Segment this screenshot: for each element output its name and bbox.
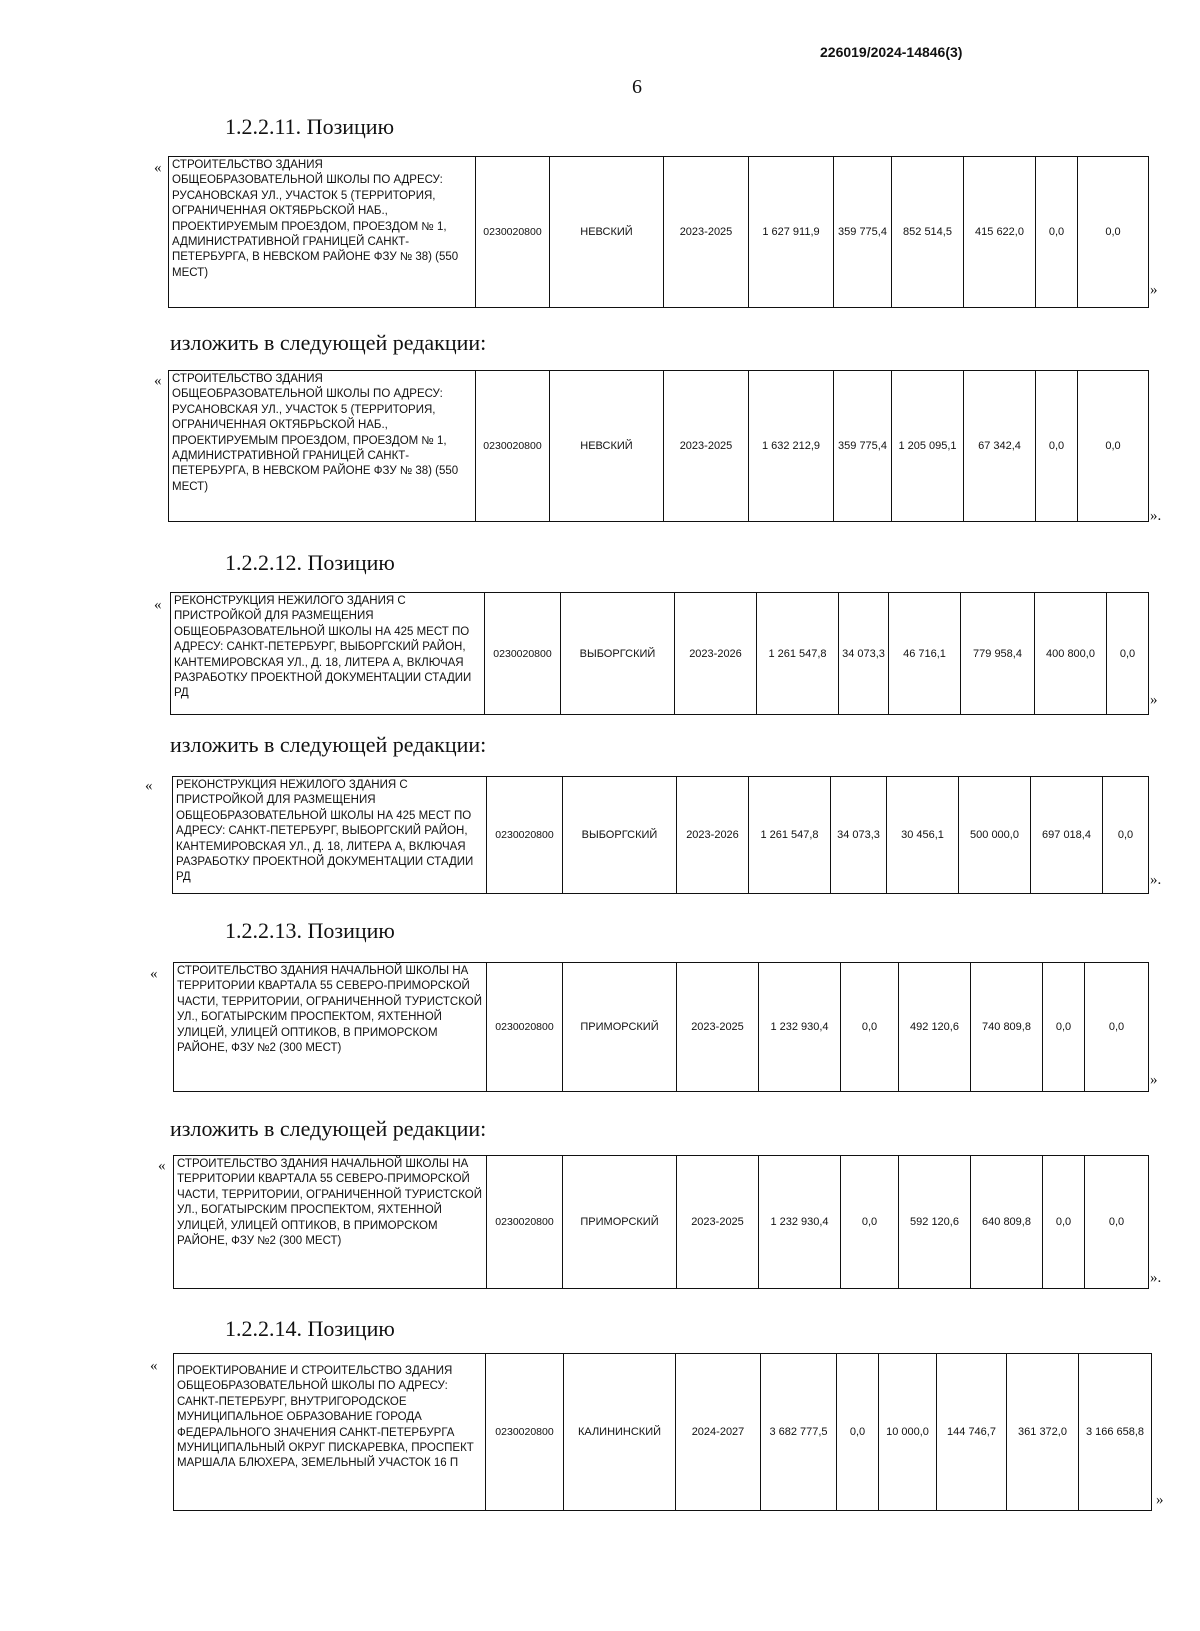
table-row — [169, 157, 1149, 308]
value-cell: 415 622,0 — [964, 157, 1036, 308]
value-cell: 0,0 — [1107, 593, 1149, 715]
value-cell: 500 000,0 — [959, 777, 1031, 894]
table-row — [174, 963, 1149, 1092]
period: 2023-2025 — [664, 371, 749, 522]
position-table-original — [170, 592, 1149, 715]
value-cell: 34 073,3 — [831, 777, 887, 894]
position-table-revised — [168, 370, 1149, 522]
value-cell: 0,0 — [1036, 371, 1078, 522]
budget-code: 0230020800 — [485, 593, 561, 715]
value-cell: 592 120,6 — [899, 1156, 971, 1289]
value-cell: 640 809,8 — [971, 1156, 1043, 1289]
budget-code: 0230020800 — [476, 157, 550, 308]
total-cost: 1 232 930,4 — [759, 1156, 841, 1289]
value-cell: 359 775,4 — [834, 157, 892, 308]
document-number: 226019/2024-14846(3) — [820, 44, 963, 60]
total-cost: 1 232 930,4 — [759, 963, 841, 1092]
value-cell: 34 073,3 — [839, 593, 889, 715]
value-cell: 46 716,1 — [889, 593, 961, 715]
opening-quote: « — [158, 1158, 166, 1174]
closing-quote: ». — [1150, 508, 1162, 524]
budget-code: 0230020800 — [476, 371, 550, 522]
value-cell: 740 809,8 — [971, 963, 1043, 1092]
section-heading-1-2-2-12: 1.2.2.12. Позицию — [225, 550, 395, 575]
total-cost: 1 627 911,9 — [749, 157, 834, 308]
position-table-revised — [173, 1155, 1149, 1289]
object-name: РЕКОНСТРУКЦИЯ НЕЖИЛОГО ЗДАНИЯ С ПРИСТРОЙКОЙ ДЛЯ РАЗМЕЩЕНИЯ ОБЩЕОБРАЗОВАТЕЛЬНОЙ ШКОЛЫ НА 425 МЕСТ ПО АДРЕСУ: САНКТ-ПЕТЕРБУРГ, ВЫБОРГСКИЙ РАЙОН, КАНТЕМИРОВСКАЯ УЛ., Д. 18, ЛИТЕРА А, ВКЛЮЧАЯ РАЗРАБОТКУ ПРОЕКТНОЙ ДОКУМЕНТАЦИИ СТАДИИ РД — [173, 777, 487, 894]
value-cell: 67 342,4 — [964, 371, 1036, 522]
opening-quote: « — [150, 966, 158, 982]
value-cell: 0,0 — [1043, 1156, 1085, 1289]
period: 2023-2025 — [664, 157, 749, 308]
section-heading-1-2-2-11: 1.2.2.11. Позицию — [225, 114, 395, 139]
value-cell: 0,0 — [1078, 371, 1149, 522]
budget-code: 0230020800 — [487, 963, 563, 1092]
closing-quote: » — [1156, 1492, 1164, 1508]
value-cell: 492 120,6 — [899, 963, 971, 1092]
opening-quote: « — [154, 597, 162, 613]
value-cell: 3 166 658,8 — [1079, 1354, 1152, 1511]
table-row — [171, 593, 1149, 715]
replace-phrase: изложить в следующей редакции: — [170, 330, 487, 355]
total-cost: 1 261 547,8 — [749, 777, 831, 894]
district: ВЫБОРГСКИЙ — [563, 777, 677, 894]
value-cell: 779 958,4 — [961, 593, 1035, 715]
value-cell: 361 372,0 — [1007, 1354, 1079, 1511]
period: 2023-2026 — [675, 593, 757, 715]
budget-code: 0230020800 — [486, 1354, 564, 1511]
section-heading-1-2-2-13: 1.2.2.13. Позицию — [225, 918, 395, 943]
value-cell: 0,0 — [837, 1354, 879, 1511]
value-cell: 0,0 — [841, 1156, 899, 1289]
position-table-original — [168, 156, 1149, 308]
table-row — [169, 371, 1149, 522]
value-cell: 852 514,5 — [892, 157, 964, 308]
value-cell: 10 000,0 — [879, 1354, 937, 1511]
closing-quote: ». — [1150, 1270, 1162, 1286]
object-name: СТРОИТЕЛЬСТВО ЗДАНИЯ НАЧАЛЬНОЙ ШКОЛЫ НА ТЕРРИТОРИИ КВАРТАЛА 55 СЕВЕРО-ПРИМОРСКОЙ ЧАСТИ, ТЕРРИТОРИИ, ОГРАНИЧЕННОЙ ТУРИСТСКОЙ УЛ., БОГАТЫРСКИМ ПРОСПЕКТОМ, ЯХТЕННОЙ УЛИЦЕЙ, УЛИЦЕЙ ОПТИКОВ, В ПРИМОРСКОМ РАЙОНЕ, ФЗУ №2 (300 МЕСТ) — [174, 1156, 487, 1289]
total-cost: 1 261 547,8 — [757, 593, 839, 715]
position-table-original — [173, 962, 1149, 1092]
value-cell: 0,0 — [1103, 777, 1149, 894]
district: КАЛИНИНСКИЙ — [564, 1354, 676, 1511]
district: ВЫБОРГСКИЙ — [561, 593, 675, 715]
period: 2023-2026 — [677, 777, 749, 894]
value-cell: 0,0 — [1085, 963, 1149, 1092]
total-cost: 1 632 212,9 — [749, 371, 834, 522]
closing-quote: » — [1150, 282, 1158, 298]
value-cell: 1 205 095,1 — [892, 371, 964, 522]
value-cell: 0,0 — [1036, 157, 1078, 308]
value-cell: 359 775,4 — [834, 371, 892, 522]
page-number: 6 — [632, 76, 642, 98]
value-cell: 0,0 — [1043, 963, 1085, 1092]
total-cost: 3 682 777,5 — [761, 1354, 837, 1511]
budget-code: 0230020800 — [487, 777, 563, 894]
period: 2024-2027 — [676, 1354, 761, 1511]
district: НЕВСКИЙ — [550, 371, 664, 522]
value-cell: 0,0 — [1078, 157, 1149, 308]
table-row — [174, 1156, 1149, 1289]
object-name: ПРОЕКТИРОВАНИЕ И СТРОИТЕЛЬСТВО ЗДАНИЯ ОБЩЕОБРАЗОВАТЕЛЬНОЙ ШКОЛЫ ПО АДРЕСУ: САНКТ-ПЕТЕРБУРГ, ВНУТРИГОРОДСКОЕ МУНИЦИПАЛЬНОЕ ОБРАЗОВАНИЕ ГОРОДА ФЕДЕРАЛЬНОГО ЗНАЧЕНИЯ САНКТ-ПЕТЕРБУРГА МУНИЦИПАЛЬНЫЙ ОКРУГ ПИСКАРЕВКА, ПРОСПЕКТ МАРШАЛА БЛЮХЕРА, ЗЕМЕЛЬНЫЙ УЧАСТОК 16 П — [174, 1354, 486, 1511]
replace-phrase: изложить в следующей редакции: — [170, 732, 487, 757]
value-cell: 697 018,4 — [1031, 777, 1103, 894]
object-name: СТРОИТЕЛЬСТВО ЗДАНИЯ ОБЩЕОБРАЗОВАТЕЛЬНОЙ ШКОЛЫ ПО АДРЕСУ: РУСАНОВСКАЯ УЛ., УЧАСТОК 5 (ТЕРРИТОРИЯ, ОГРАНИЧЕННАЯ ОКТЯБРЬСКОЙ НАБ., ПРОЕКТИРУЕМЫМ ПРОЕЗДОМ, ПРОЕЗДОМ № 1, АДМИНИСТРАТИВНОЙ ГРАНИЦЕЙ САНКТ-ПЕТЕРБУРГА, В НЕВСКОМ РАЙОНЕ ФЗУ № 38) (550 МЕСТ) — [169, 371, 476, 522]
period: 2023-2025 — [677, 1156, 759, 1289]
position-table-original — [173, 1353, 1152, 1511]
value-cell: 0,0 — [1085, 1156, 1149, 1289]
opening-quote: « — [150, 1358, 158, 1374]
opening-quote: « — [154, 373, 162, 389]
value-cell: 0,0 — [841, 963, 899, 1092]
table-row — [174, 1354, 1152, 1511]
position-table-revised — [172, 776, 1149, 894]
district: ПРИМОРСКИЙ — [563, 1156, 677, 1289]
value-cell: 30 456,1 — [887, 777, 959, 894]
opening-quote: « — [154, 160, 162, 176]
closing-quote: » — [1150, 692, 1158, 708]
object-name: СТРОИТЕЛЬСТВО ЗДАНИЯ НАЧАЛЬНОЙ ШКОЛЫ НА ТЕРРИТОРИИ КВАРТАЛА 55 СЕВЕРО-ПРИМОРСКОЙ ЧАСТИ, ТЕРРИТОРИИ, ОГРАНИЧЕННОЙ ТУРИСТСКОЙ УЛ., БОГАТЫРСКИМ ПРОСПЕКТОМ, ЯХТЕННОЙ УЛИЦЕЙ, УЛИЦЕЙ ОПТИКОВ, В ПРИМОРСКОМ РАЙОНЕ, ФЗУ №2 (300 МЕСТ) — [174, 963, 487, 1092]
budget-code: 0230020800 — [487, 1156, 563, 1289]
closing-quote: » — [1150, 1072, 1158, 1088]
object-name: РЕКОНСТРУКЦИЯ НЕЖИЛОГО ЗДАНИЯ С ПРИСТРОЙКОЙ ДЛЯ РАЗМЕЩЕНИЯ ОБЩЕОБРАЗОВАТЕЛЬНОЙ ШКОЛЫ НА 425 МЕСТ ПО АДРЕСУ: САНКТ-ПЕТЕРБУРГ, ВЫБОРГСКИЙ РАЙОН, КАНТЕМИРОВСКАЯ УЛ., Д. 18, ЛИТЕРА А, ВКЛЮЧАЯ РАЗРАБОТКУ ПРОЕКТНОЙ ДОКУМЕНТАЦИИ СТАДИИ РД — [171, 593, 485, 715]
object-name: СТРОИТЕЛЬСТВО ЗДАНИЯ ОБЩЕОБРАЗОВАТЕЛЬНОЙ ШКОЛЫ ПО АДРЕСУ: РУСАНОВСКАЯ УЛ., УЧАСТОК 5 (ТЕРРИТОРИЯ, ОГРАНИЧЕННАЯ ОКТЯБРЬСКОЙ НАБ., ПРОЕКТИРУЕМЫМ ПРОЕЗДОМ, ПРОЕЗДОМ № 1, АДМИНИСТРАТИВНОЙ ГРАНИЦЕЙ САНКТ-ПЕТЕРБУРГА, В НЕВСКОМ РАЙОНЕ ФЗУ № 38) (550 МЕСТ) — [169, 157, 476, 308]
district: ПРИМОРСКИЙ — [563, 963, 677, 1092]
period: 2023-2025 — [677, 963, 759, 1092]
value-cell: 144 746,7 — [937, 1354, 1007, 1511]
section-heading-1-2-2-14: 1.2.2.14. Позицию — [225, 1316, 395, 1341]
value-cell: 400 800,0 — [1035, 593, 1107, 715]
table-row — [173, 777, 1149, 894]
replace-phrase: изложить в следующей редакции: — [170, 1116, 487, 1141]
closing-quote: ». — [1150, 872, 1162, 888]
opening-quote: « — [145, 778, 153, 794]
district: НЕВСКИЙ — [550, 157, 664, 308]
